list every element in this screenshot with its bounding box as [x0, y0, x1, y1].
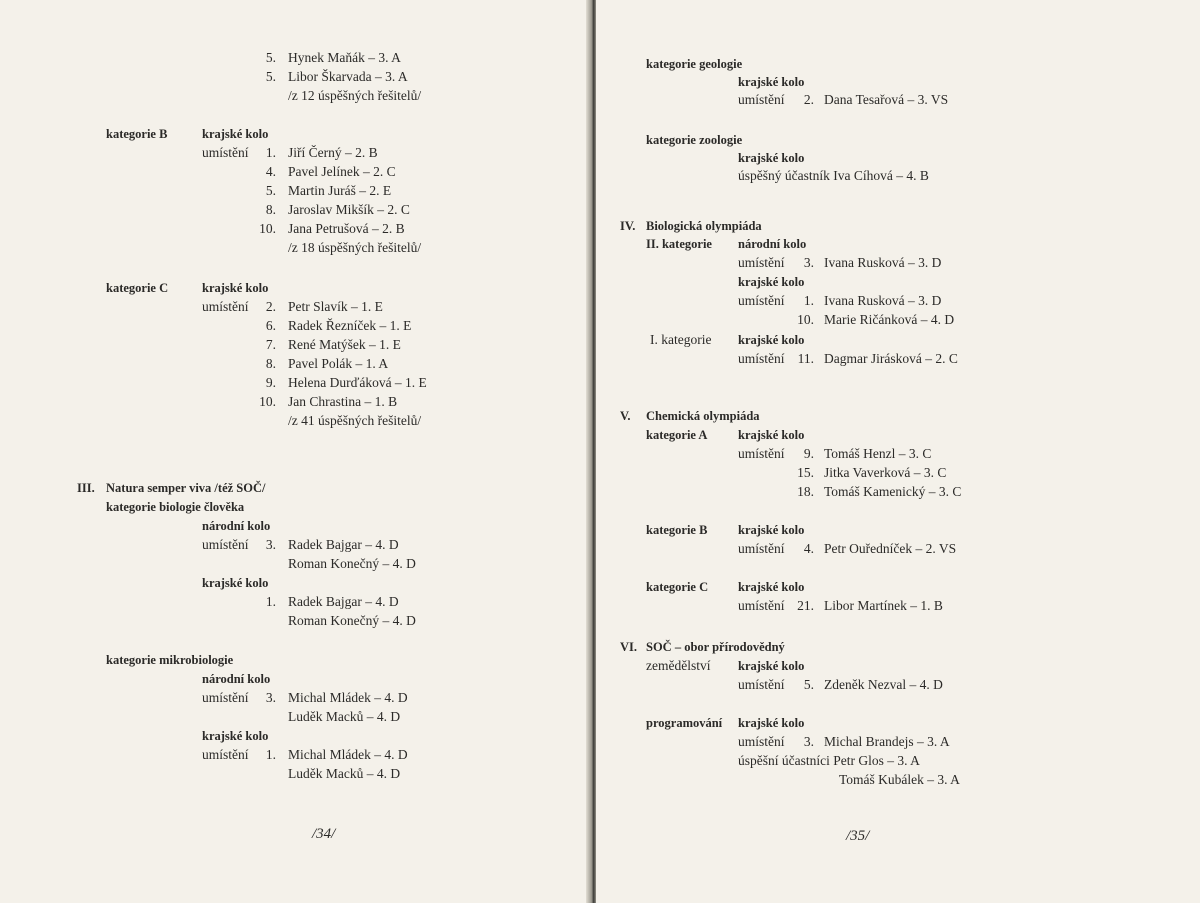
rank: 1.: [803, 293, 814, 308]
section-title: Biologická olympiáda: [646, 219, 762, 233]
category-label: kategorie geologie: [646, 57, 743, 71]
entry-text: Helena Durďáková – 1. E: [288, 375, 427, 390]
round-label: krajské kolo: [202, 281, 269, 295]
rank: 9.: [803, 446, 814, 461]
entry-text: Tomáš Kubálek – 3. A: [839, 772, 960, 787]
entry-text: Petr Ouředníček – 2. VS: [824, 541, 957, 556]
rank: 5.: [265, 69, 276, 84]
section-title: SOČ – obor přírodovědný: [646, 640, 785, 654]
entry-text: Radek Bajgar – 4. D: [288, 594, 399, 609]
solver-note: /z 18 úspěšných řešitelů/: [288, 240, 422, 255]
entry-text: Roman Konečný – 4. D: [288, 613, 416, 628]
entry-text: Jitka Vaverková – 3. C: [824, 465, 947, 480]
rank: 11.: [797, 351, 814, 366]
placement-label: umístění: [738, 446, 785, 461]
rank: 6.: [265, 318, 276, 333]
entry-text: René Matýšek – 1. E: [288, 337, 401, 352]
entry-text: Michal Brandejs – 3. A: [824, 734, 950, 749]
placement-label: umístění: [738, 293, 785, 308]
round-label: krajské kolo: [738, 75, 805, 89]
placement-label: umístění: [738, 598, 785, 613]
placement-label: umístění: [738, 677, 785, 692]
placement-label: umístění: [738, 734, 785, 749]
entry-text: Jaroslav Mikšík – 2. C: [288, 202, 410, 217]
section-numeral: VI.: [620, 640, 638, 654]
round-label: krajské kolo: [202, 127, 269, 141]
rank: 18.: [797, 484, 814, 499]
round-label: krajské kolo: [738, 428, 805, 442]
entry-text: úspěšný účastník Iva Cíhová – 4. B: [738, 168, 929, 183]
category-label: II. kategorie: [646, 237, 712, 251]
entry-text: Tomáš Kamenický – 3. C: [824, 484, 962, 499]
round-label: národní kolo: [738, 237, 807, 251]
rank: 1.: [265, 594, 276, 609]
rank: 15.: [797, 465, 814, 480]
rank: 21.: [797, 598, 814, 613]
right-page: [596, 0, 1200, 903]
entry-text: Dagmar Jirásková – 2. C: [824, 351, 958, 366]
rank: 3.: [265, 690, 276, 705]
rank: 1.: [265, 145, 276, 160]
rank: 4.: [265, 164, 276, 179]
round-label: krajské kolo: [738, 580, 805, 594]
category-label: zemědělství: [646, 658, 711, 673]
section-title: Chemická olympiáda: [646, 409, 760, 423]
rank: 3.: [803, 734, 814, 749]
entry-text: Jana Petrušová – 2. B: [288, 221, 405, 236]
rank: 8.: [265, 202, 276, 217]
round-label: krajské kolo: [738, 716, 805, 730]
round-label: národní kolo: [202, 519, 271, 533]
entry-text: Libor Škarvada – 3. A: [288, 69, 408, 84]
section-numeral: III.: [77, 481, 95, 495]
rank: 4.: [803, 541, 814, 556]
rank: 2.: [265, 299, 276, 314]
entry-text: Tomáš Henzl – 3. C: [824, 446, 932, 461]
entry-text: Ivana Rusková – 3. D: [824, 255, 942, 270]
placement-label: umístění: [202, 690, 249, 705]
rank: 5.: [265, 183, 276, 198]
category-label: kategorie C: [646, 580, 709, 594]
entry-text: Hynek Maňák – 3. A: [288, 50, 401, 65]
round-label: krajské kolo: [738, 333, 805, 347]
entry-text: Jan Chrastina – 1. B: [288, 394, 398, 409]
solver-note: /z 12 úspěšných řešitelů/: [288, 88, 422, 103]
entry-text: Dana Tesařová – 3. VS: [824, 92, 949, 107]
placement-label: umístění: [202, 537, 249, 552]
rank: 3.: [803, 255, 814, 270]
category-label: programování: [646, 716, 723, 730]
round-label: krajské kolo: [738, 523, 805, 537]
entry-text: Pavel Polák – 1. A: [288, 356, 389, 371]
section-title: Natura semper viva /též SOČ/: [106, 481, 266, 495]
category-label: kategorie B: [106, 127, 168, 141]
entry-text: Luděk Macků – 4. D: [288, 766, 401, 781]
rank: 8.: [265, 356, 276, 371]
rank: 9.: [265, 375, 276, 390]
section-numeral: V.: [620, 409, 631, 423]
entry-text: Roman Konečný – 4. D: [288, 556, 416, 571]
entry-text: Jiří Černý – 2. B: [288, 145, 378, 160]
category-label: kategorie A: [646, 428, 708, 442]
category-label: kategorie B: [646, 523, 708, 537]
entry-text: Zdeněk Nezval – 4. D: [824, 677, 943, 692]
placement-label: umístění: [738, 351, 785, 366]
left-page: [0, 0, 590, 903]
rank: 3.: [265, 537, 276, 552]
category-label: kategorie biologie člověka: [106, 500, 245, 514]
rank: 5.: [803, 677, 814, 692]
rank: 1.: [265, 747, 276, 762]
entry-text: Michal Mládek – 4. D: [288, 747, 408, 762]
placement-label: umístění: [738, 92, 785, 107]
section-numeral: IV.: [620, 219, 636, 233]
solver-note: /z 41 úspěšných řešitelů/: [288, 413, 422, 428]
placement-label: umístění: [202, 747, 249, 762]
category-label: kategorie zoologie: [646, 133, 743, 147]
entry-text: Radek Bajgar – 4. D: [288, 537, 399, 552]
page-number: /34/: [312, 826, 336, 842]
round-label: krajské kolo: [738, 659, 805, 673]
entry-text: Pavel Jelínek – 2. C: [288, 164, 396, 179]
category-label: I. kategorie: [650, 332, 712, 347]
rank: 7.: [265, 337, 276, 352]
rank: 10.: [797, 312, 814, 327]
rank: 5.: [265, 50, 276, 65]
entry-text: Luděk Macků – 4. D: [288, 709, 401, 724]
round-label: krajské kolo: [738, 275, 805, 289]
entry-text: Ivana Rusková – 3. D: [824, 293, 942, 308]
placement-label: umístění: [738, 255, 785, 270]
round-label: krajské kolo: [202, 576, 269, 590]
category-label: kategorie mikrobiologie: [106, 653, 234, 667]
entry-text: Libor Martínek – 1. B: [824, 598, 943, 613]
page-number: /35/: [846, 828, 870, 844]
placement-label: umístění: [202, 145, 249, 160]
category-label: kategorie C: [106, 281, 169, 295]
round-label: krajské kolo: [202, 729, 269, 743]
entry-text: Petr Slavík – 1. E: [288, 299, 383, 314]
rank: 2.: [803, 92, 814, 107]
rank: 10.: [259, 221, 276, 236]
round-label: krajské kolo: [738, 151, 805, 165]
entry-text: Radek Řezníček – 1. E: [288, 318, 412, 333]
placement-label: umístění: [202, 299, 249, 314]
rank: 10.: [259, 394, 276, 409]
entry-text: úspěšní účastníci Petr Glos – 3. A: [738, 753, 920, 768]
entry-text: Michal Mládek – 4. D: [288, 690, 408, 705]
entry-text: Marie Ričánková – 4. D: [824, 312, 955, 327]
round-label: národní kolo: [202, 672, 271, 686]
placement-label: umístění: [738, 541, 785, 556]
entry-text: Martin Juráš – 2. E: [288, 183, 392, 198]
